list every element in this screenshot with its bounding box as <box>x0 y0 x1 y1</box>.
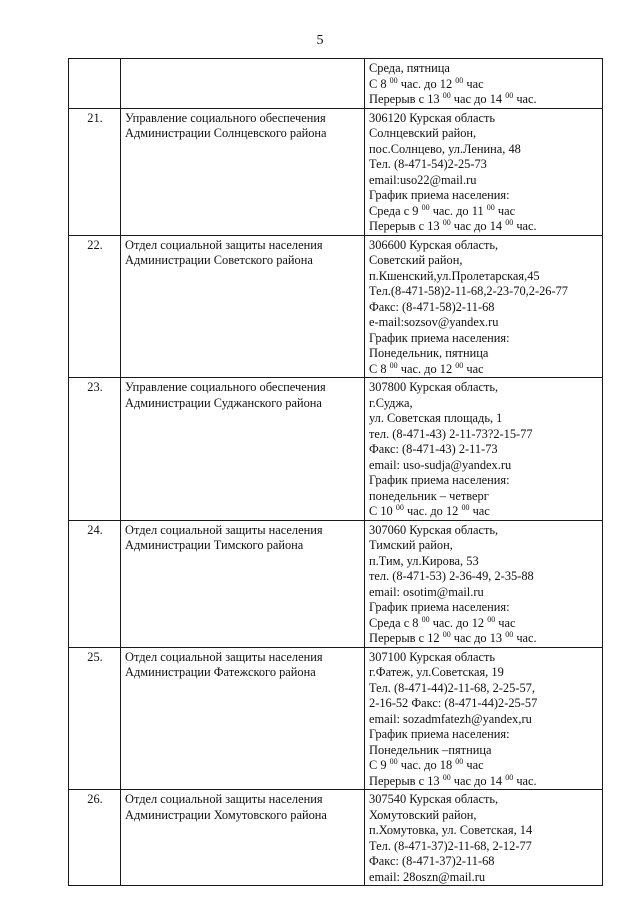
contact-text: 306600 Курская область, <box>369 237 499 252</box>
contact-text: С 8 <box>369 361 390 376</box>
contact-line <box>369 616 599 632</box>
contact-line <box>369 396 599 412</box>
contact-line <box>369 219 599 235</box>
contact-line <box>369 188 599 204</box>
contact-text: 307100 Курская область <box>369 649 496 664</box>
contact-line <box>369 870 599 886</box>
contact-text: час <box>469 504 490 518</box>
office-name <box>121 378 365 521</box>
superscript-minutes: 00 <box>505 217 514 227</box>
contact-line <box>369 173 599 189</box>
office-name-line: Администрации Хомутовского района <box>125 807 327 822</box>
superscript-minutes: 00 <box>442 629 451 639</box>
contact-text: г.Суджа, <box>369 395 413 410</box>
contact-text: Факс: (8-471-43) 2-11-73 <box>369 442 498 456</box>
contact-line <box>369 839 599 855</box>
contact-text: e-mail:sozsov@yandex.ru <box>369 315 499 329</box>
contact-text: С 8 <box>369 76 390 91</box>
contact-line <box>369 284 599 300</box>
contact-text: Перерыв с 13 <box>369 92 443 106</box>
superscript-minutes: 00 <box>505 772 514 782</box>
contact-text: email: uso-sudja@yandex.ru <box>369 457 512 472</box>
contact-text: 307060 Курская область, <box>369 522 499 537</box>
table-row <box>69 790 603 886</box>
page-number: 5 <box>316 33 324 48</box>
superscript-minutes: 00 <box>505 90 514 100</box>
office-name <box>121 520 365 647</box>
contact-line <box>369 696 599 712</box>
contact-text: час <box>494 203 516 218</box>
contact-line <box>369 238 599 254</box>
contact-text: Тел. (8-471-37)2-11-68, 2-12-77 <box>369 838 532 853</box>
contact-text: Тел. (8-471-54)2-25-73 <box>369 157 487 171</box>
office-contact-info <box>365 108 603 235</box>
contact-line <box>369 538 599 554</box>
contact-text: email: sozadmfatezh@yandex,ru <box>369 711 532 726</box>
contact-text: час до 14 <box>450 219 506 233</box>
contact-line <box>369 126 599 142</box>
office-contact-info <box>365 235 603 378</box>
contact-line <box>369 774 599 790</box>
contact-line <box>369 681 599 697</box>
contact-text: График приема населения: <box>369 600 510 614</box>
contact-line <box>369 473 599 489</box>
office-name <box>121 647 365 790</box>
contact-line <box>369 600 599 616</box>
contact-text: г.Фатеж, ул.Советская, 19 <box>369 665 504 679</box>
office-contact-info <box>365 520 603 647</box>
row-number: 21. <box>69 108 121 235</box>
office-name-line: Администрации Тимского района <box>125 538 304 552</box>
contact-line <box>369 315 599 331</box>
superscript-minutes: 00 <box>442 90 451 100</box>
contact-text: понедельник – четверг <box>369 488 489 503</box>
office-name-line: Управление социального обеспечения <box>125 110 326 125</box>
contact-text: Перерыв с 13 <box>369 219 443 233</box>
contact-text: час. <box>513 92 537 106</box>
contact-text: Факс: (8-471-58)2-11-68 <box>369 299 495 314</box>
contact-text: тел. (8-471-53) 2-36-49, 2-35-88 <box>369 569 534 583</box>
contact-line <box>369 380 599 396</box>
contact-line <box>369 631 599 647</box>
contact-line <box>369 331 599 347</box>
contact-line <box>369 854 599 870</box>
contact-text: Хомутовский район, <box>369 807 477 822</box>
superscript-minutes: 00 <box>389 75 398 85</box>
contact-text: Перерыв с 13 <box>369 773 443 788</box>
superscript-minutes: 00 <box>389 756 398 766</box>
contact-line <box>369 458 599 474</box>
superscript-minutes: 00 <box>505 629 514 639</box>
office-name-line: Управление социального обеспечения <box>125 380 326 394</box>
office-name <box>121 108 365 235</box>
contact-line <box>369 523 599 539</box>
superscript-minutes: 00 <box>421 614 430 624</box>
contact-text: ул. Советская площадь, 1 <box>369 411 503 425</box>
contact-line <box>369 92 599 108</box>
contact-text: пос.Солнцево, ул.Ленина, 48 <box>369 141 521 156</box>
contact-text: 2-16-52 Факс: (8-471-44)2-25-57 <box>369 696 538 710</box>
table-row <box>69 108 603 235</box>
contact-text: час. до 11 <box>429 203 487 218</box>
contact-line <box>369 442 599 458</box>
contact-text: час <box>463 758 484 772</box>
contact-line <box>369 157 599 173</box>
contact-text: График приема населения: <box>369 473 510 487</box>
office-name-line: Отдел социальной защиты населения <box>125 792 323 806</box>
table-row <box>69 59 603 109</box>
contact-text: час. <box>513 773 537 788</box>
contact-text: Среда с 9 <box>369 203 422 218</box>
contact-text: 307540 Курская область, <box>369 792 499 806</box>
contact-line <box>369 300 599 316</box>
offices-table-body <box>69 59 603 886</box>
contact-line <box>369 489 599 505</box>
contact-text: час <box>495 615 516 630</box>
contact-text: час. <box>513 631 537 645</box>
contact-text: Среда с 8 <box>369 615 422 630</box>
office-name-line: Администрации Солнцевского района <box>125 126 327 140</box>
office-name-line: Администрации Советского района <box>125 253 313 267</box>
contact-text: Тел. (8-471-44)2-11-68, 2-25-57, <box>369 680 535 695</box>
contact-text: График приема населения: <box>369 188 510 202</box>
contact-line <box>369 554 599 570</box>
contact-text: График приема населения: <box>369 727 510 741</box>
contact-line <box>369 665 599 681</box>
superscript-minutes: 00 <box>455 360 464 370</box>
contact-text: Понедельник –пятница <box>369 742 492 757</box>
contact-line <box>369 808 599 824</box>
office-name <box>121 235 365 378</box>
superscript-minutes: 00 <box>421 202 430 212</box>
contact-line <box>369 569 599 585</box>
contact-line <box>369 77 599 93</box>
superscript-minutes: 00 <box>395 502 404 512</box>
contact-text: Перерыв с 12 <box>369 631 443 645</box>
office-name-line: Администрации Фатежского района <box>125 665 316 679</box>
office-name-line: Отдел социальной защиты населения <box>125 649 323 664</box>
contact-line <box>369 411 599 427</box>
office-name-line: Отдел социальной защиты населения <box>125 522 323 537</box>
contact-line <box>369 504 599 520</box>
contact-line <box>369 269 599 285</box>
contact-text: email: osotim@mail.ru <box>369 584 484 599</box>
contact-text: 307800 Курская область, <box>369 380 499 394</box>
office-contact-info <box>365 647 603 790</box>
contact-text: час. до 12 <box>397 76 456 91</box>
contact-text: час <box>463 76 484 91</box>
contact-text: час <box>463 361 484 376</box>
office-name-line: Администрации Суджанского района <box>125 395 322 410</box>
contact-text: email: 28oszn@mail.ru <box>369 869 486 884</box>
superscript-minutes: 00 <box>487 614 496 624</box>
contact-line <box>369 142 599 158</box>
table-row <box>69 647 603 790</box>
office-contact-info <box>365 378 603 521</box>
superscript-minutes: 00 <box>442 217 451 227</box>
contact-line <box>369 362 599 378</box>
office-name-line: Отдел социальной защиты населения <box>125 237 323 252</box>
contact-text: Солнцевский район, <box>369 126 477 140</box>
table-row <box>69 378 603 521</box>
table-row <box>69 235 603 378</box>
contact-text: email:uso22@mail.ru <box>369 172 477 187</box>
superscript-minutes: 00 <box>455 75 464 85</box>
contact-text: п.Хомутовка, ул. Советская, 14 <box>369 823 533 837</box>
contact-line <box>369 712 599 728</box>
contact-text: час. до 12 <box>429 615 488 630</box>
office-name <box>121 59 365 109</box>
superscript-minutes: 00 <box>455 756 464 766</box>
contact-line <box>369 346 599 362</box>
contact-line <box>369 585 599 601</box>
superscript-minutes: 00 <box>442 772 451 782</box>
table-row <box>69 520 603 647</box>
row-number: 26. <box>69 790 121 886</box>
row-number: 23. <box>69 378 121 521</box>
contact-text: 306120 Курская область <box>369 110 496 125</box>
contact-text: С 9 <box>369 758 390 772</box>
contact-line <box>369 61 599 77</box>
contact-line <box>369 743 599 759</box>
contact-text: час до 14 <box>450 773 506 788</box>
contact-text: час. до 12 <box>397 361 456 376</box>
superscript-minutes: 00 <box>486 202 495 212</box>
contact-text: п.Кшенский,ул.Пролетарская,45 <box>369 268 540 283</box>
contact-line <box>369 427 599 443</box>
contact-line <box>369 727 599 743</box>
contact-text: Тел.(8-471-58)2-11-68,2-23-70,2-26-77 <box>369 284 568 298</box>
contact-line <box>369 650 599 666</box>
contact-text: Советский район, <box>369 253 463 267</box>
offices-table <box>68 58 603 886</box>
contact-line <box>369 792 599 808</box>
contact-line <box>369 111 599 127</box>
office-contact-info <box>365 790 603 886</box>
contact-text: Понедельник, пятница <box>369 346 489 360</box>
contact-text: Тимский район, <box>369 538 453 552</box>
contact-text: час до 14 <box>450 92 506 106</box>
contact-text: п.Тим, ул.Кирова, 53 <box>369 553 479 568</box>
superscript-minutes: 00 <box>461 502 470 512</box>
contact-text: Факс: (8-471-37)2-11-68 <box>369 854 495 868</box>
row-number <box>69 59 121 109</box>
row-number: 22. <box>69 235 121 378</box>
superscript-minutes: 00 <box>389 360 398 370</box>
office-contact-info <box>365 59 603 109</box>
contact-line <box>369 204 599 220</box>
row-number: 24. <box>69 520 121 647</box>
contact-line <box>369 253 599 269</box>
contact-text: График приема населения: <box>369 330 510 345</box>
office-name <box>121 790 365 886</box>
contact-text: час до 13 <box>450 631 506 645</box>
contact-text: час. <box>513 219 537 233</box>
contact-text: час. до 18 <box>397 758 456 772</box>
contact-line <box>369 758 599 774</box>
row-number: 25. <box>69 647 121 790</box>
contact-text: Среда, пятница <box>369 61 450 75</box>
contact-line <box>369 823 599 839</box>
contact-text: тел. (8-471-43) 2-11-73?2-15-77 <box>369 426 533 441</box>
contact-text: С 10 <box>369 504 396 518</box>
contact-text: час. до 12 <box>403 504 462 518</box>
